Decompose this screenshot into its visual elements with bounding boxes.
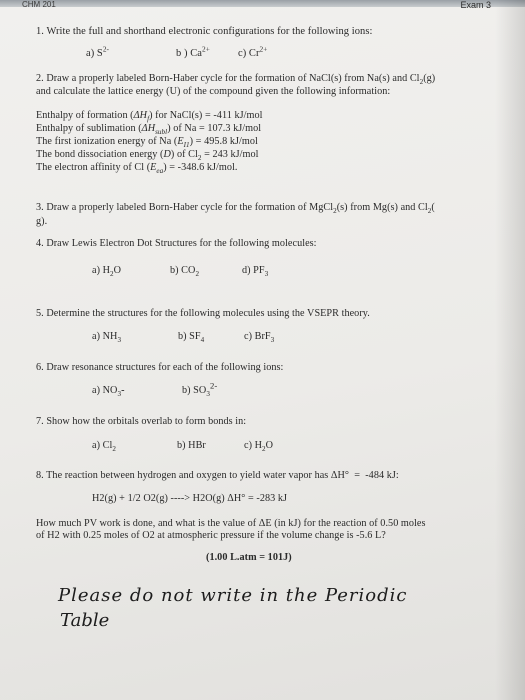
q7-text: 7. Show how the orbitals overlab to form bonds in: bbox=[36, 416, 247, 427]
handwritten-note-line1: Please do not write in the Periodic bbox=[58, 585, 408, 606]
q8-conversion: (1.00 L.atm = 101J) bbox=[206, 552, 292, 563]
q7-option-b: b) HBr bbox=[177, 440, 206, 451]
q6-option-a: a) $NO_3-$ bbox=[92, 385, 125, 399]
q4-text: 4. Draw Lewis Electron Dot Structures for the following molecules: bbox=[36, 238, 317, 249]
q4-option-c: d) $PF_3$ bbox=[242, 265, 269, 279]
q6-text: 6. Draw resonance structures for each of the following ions: bbox=[36, 362, 284, 373]
q1-a-text: a) S bbox=[86, 48, 103, 59]
q7-option-a: a) $Cl_2$ bbox=[92, 440, 116, 454]
top-strip bbox=[0, 0, 525, 7]
q2-info-sublimation: Enthalpy of sublimation $(\Delta H_{subl})$ of Na = 107.3 kJ/mol bbox=[36, 123, 262, 137]
q2-info-ionization: The first ionization energy of Na $(E_{I1}) = 495.8$ kJ/mol bbox=[36, 136, 258, 150]
q1-option-a: a) $S^{2-}$ bbox=[86, 44, 110, 59]
q5-option-a: a) $NH_3$ bbox=[92, 331, 122, 345]
page-edge-shadow bbox=[495, 0, 525, 700]
q3-line1: 3. Draw a properly labeled Born-Haber cycle for the formation of MgCl$_2$(s) from Mg(s) and $Cl_2$( bbox=[36, 202, 435, 216]
q8-text: 8. The reaction between hydrogen and oxygen to yield water vapor has ΔH° = -484 kJ: bbox=[36, 470, 399, 481]
q2-info-formation: Enthalpy of formation $(\Delta H_f)$ for NaCl(s) = -411 kJ/mol bbox=[36, 110, 263, 124]
q5-option-c: c) BrF$_3$ bbox=[244, 331, 275, 345]
q2-info-affinity: The electron affinity of Cl $(E_{ea}) = -348.6$ kJ/mol. bbox=[36, 162, 238, 176]
q4-option-a: a) $H_2O$ bbox=[92, 265, 122, 279]
q8-question-line1: How much PV work is done, and what is the value of ΔE (in kJ) for the reaction of 0.50 moles bbox=[36, 518, 426, 529]
q1-option-b: b ) $Ca^{2+}$ bbox=[176, 44, 210, 59]
q4-option-b: b) $CO_2$ bbox=[170, 265, 200, 279]
q1-c-text: c) Cr bbox=[238, 48, 260, 59]
q1-text: 1. Write the full and shorthand electronic configurations for the following ions: bbox=[36, 26, 373, 37]
q6-option-b: b) $SO_3^{2-}$ bbox=[182, 380, 218, 399]
q1-option-c: c) $Cr^{2+}$ bbox=[238, 44, 268, 59]
q5-option-b: b) $SF_4$ bbox=[178, 331, 205, 345]
handwritten-note-line2: Table bbox=[60, 610, 110, 631]
q3-line2: g). bbox=[36, 216, 48, 227]
q5-text: 5. Determine the structures for the following molecules using the VSEPR theory. bbox=[36, 308, 370, 319]
q2-info-bond: The bond dissociation energy (D) of $Cl_2 = 243$ kJ/mol bbox=[36, 149, 259, 163]
course-label: CHM 201 bbox=[22, 0, 56, 9]
exam-label: Exam 3 bbox=[460, 0, 491, 10]
q2-line1: 2. Draw a properly labeled Born-Haber cycle for the formation of NaCl(s) from Na(s) and $Cl_2(g)$ bbox=[36, 73, 436, 87]
q8-question-line2: of H2 with 0.25 moles of O2 at atmospheric pressure if the volume change is -5.6 L? bbox=[36, 530, 386, 541]
q7-option-c: c) $H_2O$ bbox=[244, 440, 274, 454]
q1-b-text: b ) Ca bbox=[176, 48, 202, 59]
q8-reaction: H2(g) + 1/2 O2(g) ----> H2O(g) ΔH° = -283 kJ bbox=[92, 493, 288, 504]
q2-line2: and calculate the lattice energy (U) of the compound given the following information: bbox=[36, 86, 391, 97]
